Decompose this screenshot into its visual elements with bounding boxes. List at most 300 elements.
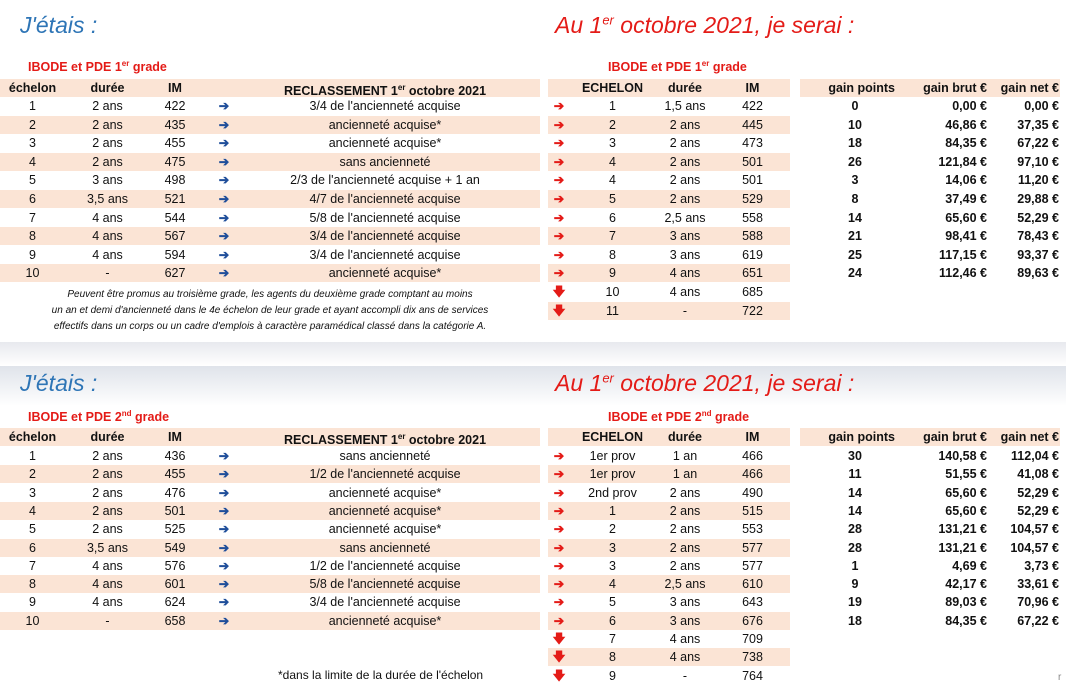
old-duree: 2 ans — [92, 503, 123, 518]
old-im: 525 — [164, 522, 186, 537]
grade-label-left-sup: nd — [121, 409, 132, 418]
grade-label-right-text: IBODE et PDE 2 — [608, 410, 702, 425]
old-duree: 3 ans — [92, 173, 123, 188]
old-im: 476 — [164, 485, 186, 500]
reclassement-rule: ancienneté acquise* — [328, 117, 442, 132]
grade-label-left-sup: er — [121, 59, 130, 68]
edge-mark: r — [1058, 672, 1062, 683]
old-echelon: 9 — [29, 595, 36, 610]
row-arrow-blue — [213, 557, 235, 575]
reclassement-rule: ancienneté acquise* — [328, 266, 442, 281]
header-echelon-new: ECHELON — [581, 81, 644, 95]
header-gain-net: gain net € — [1000, 81, 1059, 95]
new-im: 738 — [742, 650, 763, 665]
arrow-right-icon: ➔ — [553, 247, 565, 262]
gain-net: 0,00 € — [1024, 99, 1059, 113]
old-echelon: 1 — [29, 99, 36, 113]
old-echelon: 2 — [29, 117, 36, 132]
arrow-right-icon: ➔ — [553, 613, 565, 628]
header-echelon: échelon — [8, 81, 57, 95]
row-arrow-blue — [213, 246, 235, 264]
arrow-down-icon: 🡇 — [552, 650, 566, 665]
table-header — [0, 79, 1066, 97]
new-echelon: 7 — [609, 632, 616, 646]
old-im: 435 — [164, 117, 186, 132]
arrow-right-icon: ➔ — [553, 99, 565, 113]
row-arrow-red — [548, 153, 570, 171]
row-arrow-blue — [213, 116, 235, 134]
row-arrow-red — [548, 612, 570, 630]
gain-net: 104,57 € — [1010, 522, 1059, 537]
gain-points: 19 — [848, 595, 862, 610]
old-duree: 2 ans — [92, 154, 123, 169]
new-im: 553 — [742, 522, 763, 537]
header-reclassement — [235, 79, 535, 97]
arrow-right-icon: ➔ — [553, 117, 565, 132]
table-row — [0, 227, 1066, 245]
new-echelon: 1 — [609, 503, 616, 518]
new-duree: 4 ans — [669, 285, 701, 299]
new-echelon: 6 — [609, 613, 616, 628]
arrow-right-icon: ➔ — [553, 467, 565, 482]
gain-brut: 117,15 € — [939, 247, 987, 262]
new-im: 473 — [742, 136, 763, 151]
gain-points: 28 — [848, 522, 862, 537]
title-after-rest: octobre 2021, je serai : — [613, 12, 855, 38]
table-row — [0, 593, 1066, 611]
arrow-right-icon: ➔ — [218, 577, 230, 592]
gain-points: 8 — [851, 192, 859, 206]
grade-label-right-sup: er — [701, 59, 710, 68]
new-im: 466 — [742, 449, 763, 463]
gain-brut: 112,46 € — [939, 266, 987, 281]
gain-points: 3 — [851, 173, 859, 188]
reclassement-rule: 5/8 de l'ancienneté acquise — [309, 210, 461, 225]
arrow-right-icon: ➔ — [553, 210, 565, 225]
new-duree: 2,5 ans — [664, 577, 706, 592]
arrow-right-icon: ➔ — [218, 540, 230, 555]
old-im: 501 — [164, 503, 186, 518]
new-im: 529 — [742, 192, 763, 206]
new-im: 764 — [742, 668, 763, 683]
row-arrow-red — [548, 557, 570, 575]
gain-points: 25 — [848, 247, 862, 262]
table-row — [0, 539, 1066, 557]
new-duree: 3 ans — [669, 595, 701, 610]
grade-label-right-rest: grade — [709, 60, 747, 75]
old-im: 436 — [164, 449, 186, 463]
table-row — [0, 667, 1066, 685]
new-im: 466 — [742, 467, 763, 482]
arrow-right-icon: ➔ — [553, 229, 565, 244]
arrow-right-icon: ➔ — [553, 595, 565, 610]
old-im: 422 — [164, 99, 186, 113]
arrow-right-icon: ➔ — [553, 154, 565, 169]
promotion-note — [0, 287, 540, 335]
new-duree: 1 an — [672, 449, 698, 463]
new-duree: 4 ans — [669, 266, 701, 281]
new-echelon: 8 — [609, 650, 616, 665]
header-im: IM — [168, 430, 182, 444]
old-im: 658 — [164, 613, 186, 628]
gain-brut: 0,00 € — [952, 99, 987, 113]
new-echelon: 8 — [609, 247, 616, 262]
old-duree: 2 ans — [92, 136, 123, 151]
grade-label-left-text: IBODE et PDE 2 — [28, 410, 122, 425]
new-echelon: 5 — [609, 192, 616, 206]
new-duree: 1,5 ans — [664, 99, 706, 113]
row-arrow-down — [548, 667, 570, 685]
gain-net: 89,63 € — [1017, 266, 1059, 281]
arrow-right-icon: ➔ — [553, 449, 565, 463]
old-im: 624 — [164, 595, 186, 610]
arrow-down-icon: 🡇 — [552, 668, 566, 683]
new-echelon: 11 — [606, 303, 619, 318]
arrow-right-icon: ➔ — [218, 522, 230, 537]
new-im: 685 — [742, 285, 763, 299]
arrow-right-icon: ➔ — [553, 266, 565, 281]
table-row — [0, 612, 1066, 630]
new-echelon: 9 — [609, 668, 616, 683]
old-echelon: 3 — [29, 485, 36, 500]
header-duree-new: durée — [667, 430, 703, 444]
section-divider — [0, 342, 1066, 366]
old-duree: 2 ans — [92, 99, 123, 113]
grade-label-left — [28, 59, 167, 74]
row-arrow-red — [548, 134, 570, 152]
row-arrow-blue — [213, 502, 235, 520]
new-duree: 2 ans — [669, 136, 701, 151]
gain-brut: 37,49 € — [945, 192, 987, 206]
table-row — [0, 520, 1066, 538]
gain-net: 33,61 € — [1017, 577, 1059, 592]
new-duree: 4 ans — [669, 632, 701, 646]
old-duree: 4 ans — [92, 229, 123, 244]
new-echelon: 9 — [609, 266, 616, 281]
gain-points: 30 — [848, 449, 862, 463]
old-echelon: 8 — [29, 577, 36, 592]
gain-points: 18 — [848, 613, 862, 628]
new-im: 643 — [742, 595, 763, 610]
old-im: 549 — [164, 540, 186, 555]
arrow-down-icon: 🡇 — [552, 303, 566, 318]
new-echelon: 7 — [609, 229, 616, 244]
new-duree: 2 ans — [669, 117, 701, 132]
reclassement-rule: ancienneté acquise* — [328, 485, 442, 500]
gain-points: 14 — [848, 503, 862, 518]
new-duree: - — [682, 303, 688, 318]
gain-net: 52,29 € — [1017, 503, 1059, 518]
gain-points: 26 — [848, 154, 862, 169]
arrow-right-icon: ➔ — [218, 173, 230, 188]
gain-points: 14 — [848, 485, 862, 500]
header-gain-brut: gain brut € — [923, 430, 987, 444]
gain-net: 41,08 € — [1017, 467, 1059, 482]
gain-brut: 65,60 € — [945, 485, 987, 500]
table-row — [0, 264, 1066, 282]
gain-points: 1 — [851, 558, 859, 573]
new-im: 558 — [742, 210, 763, 225]
old-duree: - — [105, 613, 110, 628]
row-arrow-blue — [213, 612, 235, 630]
arrow-right-icon: ➔ — [553, 192, 565, 206]
old-echelon: 8 — [29, 229, 36, 244]
old-im: 601 — [164, 577, 186, 592]
row-arrow-blue — [213, 465, 235, 483]
new-im: 610 — [742, 577, 763, 592]
row-arrow-red — [548, 502, 570, 520]
arrow-right-icon: ➔ — [218, 229, 230, 244]
arrow-down-icon: 🡇 — [552, 632, 566, 646]
gain-net: 93,37 € — [1017, 247, 1059, 262]
gain-net: 29,88 € — [1017, 192, 1059, 206]
new-echelon: 3 — [609, 558, 616, 573]
header-duree-new: durée — [667, 81, 703, 95]
row-arrow-blue — [213, 209, 235, 227]
old-im: 455 — [164, 467, 186, 482]
row-arrow-red — [548, 465, 570, 483]
old-echelon: 4 — [29, 154, 36, 169]
row-arrow-red — [548, 190, 570, 208]
row-arrow-red — [548, 264, 570, 282]
reclassement-rule: 4/7 de l'ancienneté acquise — [309, 192, 461, 206]
table-row — [0, 171, 1066, 189]
arrow-right-icon: ➔ — [553, 173, 565, 188]
gain-points: 24 — [848, 266, 862, 281]
reclassement-rule: 2/3 de l'ancienneté acquise + 1 an — [290, 173, 480, 188]
old-echelon: 6 — [29, 540, 36, 555]
reclassement-rule: 5/8 de l'ancienneté acquise — [309, 577, 461, 592]
arrow-down-icon: 🡇 — [552, 285, 566, 299]
section-grade-2 — [0, 366, 1066, 689]
new-echelon: 3 — [609, 540, 616, 555]
gain-net: 78,43 € — [1017, 229, 1059, 244]
arrow-right-icon: ➔ — [218, 154, 230, 169]
arrow-right-icon: ➔ — [218, 467, 230, 482]
table-row — [0, 630, 1066, 648]
new-echelon: 5 — [609, 595, 616, 610]
title-after-sup: er — [602, 12, 614, 28]
table-row — [0, 153, 1066, 171]
row-arrow-red — [548, 484, 570, 502]
grade-label-right-sup: nd — [701, 409, 712, 418]
new-im: 588 — [742, 229, 763, 244]
new-im: 676 — [742, 613, 763, 628]
old-duree: 2 ans — [92, 449, 123, 463]
row-arrow-red — [548, 246, 570, 264]
arrow-right-icon: ➔ — [553, 503, 565, 518]
row-arrow-red — [548, 227, 570, 245]
old-im: 594 — [164, 247, 186, 262]
old-echelon: 7 — [29, 210, 36, 225]
new-im: 501 — [742, 173, 763, 188]
new-duree: 2 ans — [669, 485, 701, 500]
gain-brut: 89,03 € — [945, 595, 987, 610]
row-arrow-down — [548, 302, 570, 320]
old-echelon: 5 — [29, 173, 36, 188]
header-duree: durée — [90, 81, 125, 95]
gain-points: 0 — [851, 99, 859, 113]
arrow-right-icon: ➔ — [218, 595, 230, 610]
new-im: 445 — [742, 117, 763, 132]
table-header — [0, 428, 1066, 446]
gain-net: 52,29 € — [1017, 485, 1059, 500]
old-duree: 3,5 ans — [86, 192, 128, 206]
table-row — [0, 484, 1066, 502]
old-echelon: 10 — [25, 266, 40, 281]
old-duree: 2 ans — [92, 485, 123, 500]
reclassement-rule: ancienneté acquise* — [328, 613, 442, 628]
arrow-right-icon: ➔ — [553, 577, 565, 592]
new-im: 722 — [742, 303, 763, 318]
gain-net: 3,73 € — [1024, 558, 1059, 573]
header-echelon: échelon — [8, 430, 57, 444]
reclassement-rule: ancienneté acquise* — [328, 522, 442, 537]
promotion-note-line: Peuvent être promus au troisième grade, les agents du deuxième grade comptant au moins — [67, 289, 473, 300]
header-gain-points: gain points — [828, 430, 895, 444]
grade-label-right — [608, 59, 747, 74]
arrow-right-icon: ➔ — [218, 558, 230, 573]
header-reclassement-rest: octobre 2021 — [405, 433, 487, 446]
row-arrow-red — [548, 575, 570, 593]
row-arrow-blue — [213, 134, 235, 152]
grade-label-right — [608, 409, 749, 424]
gain-net: 112,04 € — [1011, 449, 1059, 463]
title-after-sup: er — [602, 370, 614, 386]
gain-net: 52,29 € — [1017, 210, 1059, 225]
new-echelon: 1er prov — [589, 449, 636, 463]
old-duree: - — [105, 266, 110, 281]
arrow-right-icon: ➔ — [553, 136, 565, 151]
table-row — [0, 134, 1066, 152]
row-arrow-red — [548, 447, 570, 465]
row-arrow-blue — [213, 227, 235, 245]
row-arrow-blue — [213, 171, 235, 189]
table-row — [0, 447, 1066, 465]
new-im: 651 — [742, 266, 763, 281]
reclassement-rule: 1/2 de l'ancienneté acquise — [309, 558, 461, 573]
gain-brut: 65,60 € — [945, 210, 987, 225]
header-gain-net: gain net € — [1000, 430, 1059, 444]
new-duree: 3 ans — [669, 229, 701, 244]
header-im: IM — [168, 81, 182, 95]
new-duree: 2,5 ans — [664, 210, 706, 225]
gain-points: 9 — [851, 577, 859, 592]
new-echelon: 3 — [609, 136, 616, 151]
new-duree: 1 an — [672, 467, 698, 482]
new-im: 501 — [742, 154, 763, 169]
table-row — [0, 190, 1066, 208]
new-duree: 2 ans — [669, 522, 701, 537]
new-im: 515 — [742, 503, 763, 518]
header-reclassement-text: RECLASSEMENT 1 — [283, 84, 398, 97]
new-duree: 2 ans — [669, 173, 701, 188]
old-duree: 2 ans — [92, 117, 123, 132]
row-arrow-blue — [213, 593, 235, 611]
table-row — [0, 557, 1066, 575]
old-echelon: 3 — [29, 136, 36, 151]
gain-points: 21 — [848, 229, 862, 244]
old-echelon: 7 — [29, 558, 36, 573]
arrow-right-icon: ➔ — [553, 558, 565, 573]
gain-net: 104,57 € — [1010, 540, 1059, 555]
new-echelon: 2 — [609, 522, 616, 537]
grade-label-left-text: IBODE et PDE 1 — [28, 60, 122, 75]
reclassement-rule: sans ancienneté — [339, 154, 431, 169]
arrow-right-icon: ➔ — [218, 247, 230, 262]
arrow-right-icon: ➔ — [218, 503, 230, 518]
reclassement-rule: 3/4 de l'ancienneté acquise — [309, 99, 461, 113]
row-arrow-red — [548, 593, 570, 611]
table-row — [0, 116, 1066, 134]
new-duree: 2 ans — [669, 192, 701, 206]
header-reclassement-rest: octobre 2021 — [405, 84, 487, 97]
gain-points: 10 — [848, 117, 862, 132]
arrow-right-icon: ➔ — [553, 485, 565, 500]
gain-brut: 46,86 € — [945, 117, 987, 132]
reclassement-rule: ancienneté acquise* — [328, 503, 442, 518]
new-duree: 4 ans — [669, 650, 701, 665]
new-duree: 3 ans — [669, 247, 701, 262]
reclassement-rule: 1/2 de l'ancienneté acquise — [309, 467, 461, 482]
old-duree: 2 ans — [92, 467, 123, 482]
gain-points: 14 — [848, 210, 862, 225]
new-echelon: 4 — [609, 173, 616, 188]
gain-brut: 42,17 € — [945, 577, 987, 592]
reclassement-rule: 3/4 de l'ancienneté acquise — [309, 229, 461, 244]
reclassement-rule: 3/4 de l'ancienneté acquise — [309, 247, 461, 262]
old-echelon: 9 — [29, 247, 36, 262]
row-arrow-blue — [213, 520, 235, 538]
new-im: 422 — [742, 99, 763, 113]
new-echelon: 6 — [609, 210, 616, 225]
gain-points: 28 — [848, 540, 862, 555]
new-duree: 2 ans — [669, 540, 701, 555]
header-echelon-new: ECHELON — [581, 430, 644, 444]
gain-brut: 84,35 € — [945, 613, 987, 628]
new-echelon: 2 — [609, 117, 616, 132]
old-echelon: 2 — [29, 467, 36, 482]
promotion-note-line: effectifs dans un corps ou un cadre d'emplois à caractère paramédical classé dans la catégorie A. — [53, 321, 487, 332]
arrow-right-icon: ➔ — [218, 117, 230, 132]
header-duree: durée — [90, 430, 125, 444]
old-echelon: 6 — [29, 192, 36, 206]
gain-brut: 51,55 € — [945, 467, 987, 482]
title-after-rest: octobre 2021, je serai : — [613, 370, 855, 396]
gain-net: 37,35 € — [1017, 117, 1059, 132]
old-echelon: 4 — [29, 503, 36, 518]
new-duree: - — [682, 668, 688, 683]
row-arrow-down — [548, 630, 570, 648]
row-arrow-red — [548, 520, 570, 538]
table-row — [0, 465, 1066, 483]
header-reclassement-sup: er — [397, 432, 406, 441]
new-duree: 3 ans — [669, 613, 701, 628]
row-arrow-red — [548, 97, 570, 115]
gain-brut: 14,06 € — [945, 173, 987, 188]
header-reclassement-sup: er — [397, 83, 406, 92]
gain-brut: 98,41 € — [945, 229, 987, 244]
header-im-new: IM — [745, 81, 760, 95]
footnote: *dans la limite de la durée de l'échelon — [278, 668, 484, 682]
new-im: 490 — [742, 485, 763, 500]
row-arrow-blue — [213, 539, 235, 557]
old-duree: 2 ans — [92, 522, 123, 537]
old-duree: 4 ans — [92, 558, 123, 573]
old-im: 544 — [164, 210, 186, 225]
new-im: 577 — [742, 558, 763, 573]
old-duree: 3,5 ans — [86, 540, 128, 555]
